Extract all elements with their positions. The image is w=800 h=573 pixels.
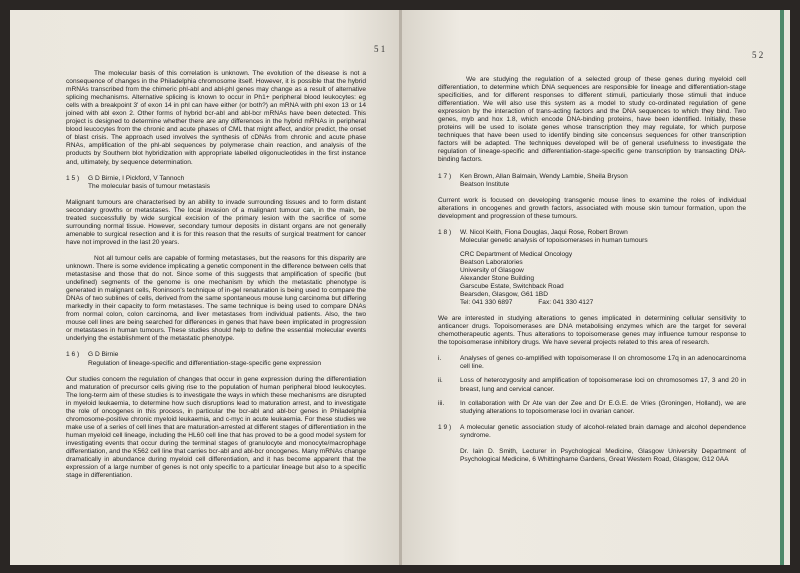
entry-title: A molecular genetic association study of alcohol-related brain damage and alcohol dependence syndrome. [460,423,746,439]
entry-19 [438,424,746,440]
book-edge [780,10,784,565]
paragraph: Our studies concern the regulation of changes that occur in gene expression during the differentiation and maturation of precursor cells giving rise to the population of human peripheral blood leukocytes. The long-term aim of these studies is to investigate the ways in which these mechanisms are disrupted in myeloid leukaemia, to determine how such disruptions lead to maturation arrest, and to investigate the role of oncogenes in this process, in particular the bcr-abl and abl-bcr genes in Philadelphia chromosome-positive chronic myeloid leukaemia, and c-myc in acute leukaemia. For these studies we make use of a series of cell lines that are maturation-arrested at different stages of differentiation in the human myeloid cell lineage, including the HL60 cell line that has proved to be a good model system for investigating events that occur during the terminal stages of granulocyte and monocyte/macrophage differentiation, and the K562 cell line that carries bcr-abl and abl-bcr oncogenes. Many mRNAs change dramatically in abundance during myeloid cell differentiation, and it has become apparent that the expression of a large number of genes is not only specific to a particular lineage but also to a specific stage in differentiation. [66,375,366,480]
list-number: i. [438,355,442,363]
left-page-text [66,70,366,480]
entry-number: 1 9 ) [438,423,452,431]
entry-title: The molecular basis of tumour metastasis [88,182,211,190]
right-page-text [438,76,746,464]
list-number: ii. [438,377,443,385]
entry-16 [66,351,366,367]
address-line: Garscube Estate, Switchback Road [460,283,564,291]
address-line: Alexander Stone Building [460,274,535,282]
entry-title: Regulation of lineage-specific and differentiation-stage-specific gene expression [88,359,321,367]
open-book [10,10,790,565]
entry-authors: W. Nicol Keith, Fiona Douglas, Jaqui Rose, Robert Brown [460,228,628,236]
address-line: CRC Department of Medical Oncology [460,250,573,258]
page-number: 5 1 [374,44,386,54]
right-page [402,10,790,565]
entry-authors: Ken Brown, Allan Balmain, Wendy Lambie, Sheila Bryson [460,172,628,180]
paragraph: Current work is focused on developing transgenic mouse lines to examine the roles of individual alterations in oncogenes and growth factors, associated with mouse skin tumour formation, upon the development and progression of these tumours. [438,196,746,220]
entry-title: Molecular genetic analysis of topoisomerases in human tumours [460,236,648,244]
list-item [438,355,746,371]
entry-number: 1 6 ) [66,351,80,359]
list-number: iii. [438,399,445,407]
entry-number: 1 7 ) [438,172,452,180]
entry-affiliation: Beatson Institute [460,180,510,188]
paragraph: We are interested in studying alterations to genes implicated in determining cellular sensitivity to anticancer drugs. Topoisomerases are DNA metabolising enzymes which are the target for several chemotherapeutic agents. Thus alterations to topoisomerase genes may influence tumour response to the topoisomerase inhibitory drugs. We have several projects related to this area of research. [438,315,746,347]
entry-authors: G D Birnie, I Pickford, V Tannoch [88,174,185,182]
list-item [438,377,746,393]
paragraph: Not all tumour cells are capable of forming metastases, but the reasons for this disparity are unknown. There is some evidence implicating a genetic component in the difference between cells that metastasise and those that do not. Since some of this suggests that amplification of specific (but undefined) segments of the genome is one mechanism by which the metastatic phenotype is generated in malignant cells, Roninson's technique of in-gel renaturation is being used to compare the DNAs of two sublines of cells, derived from the same spontaneous mouse lung carcinoma but differing markedly in their capacity to form metastases. The same technique is being used to compare DNAs from normal colon, colon carcinoma, and liver metastases from individual patients. Also, the two mouse cell lines are being searched for differences in genes that have been implicated in progression or metastases in human tumours. These studies should help to define the essential molecular events underlying the establishment of the metastatic phenotype. [66,254,366,343]
address-line: University of Glasgow [460,266,524,274]
contact-line [460,299,746,307]
telephone: Tel: 041 330 6897 [460,299,513,307]
address-line: Bearsden, Glasgow, G61 1BD [460,291,548,299]
paragraph: The molecular basis of this correlation is unknown. The evolution of the disease is not a consequence of changes in the Philadelphia chromosome itself. However, it is possible that the hybrid mRNAs transcribed from the chimeric phl-abl and abl-phl genes may change as a result of alternative splicing mechanisms. Alternative splicing is known to occur in Ph1+ peripheral blood leukocytes: eg cells with a breakpoint 3' of exon 14 in phl can have either (or both?) an mRNA with phl exon 13 or 14 joined with abl exon 2. Other forms of hybrid bcr-abl and abl-bcr mRNAs have been detected. This project is designed to determine whether there are any differences in the hybrid mRNAs in peripheral blood leucocytes from the chronic and acute phases of CML that might affect, and/or predict, the onset of blast crisis. The approach used involves the synthesis of cDNAs from chronic and acute phase RNAs, amplification of the phl-abl sequences by polymerase chain reaction, and analysis of the products by Southern blot hybridization with appropriate labelled oligonucleotides in the first instance and, ultimately, by sequence determination. [66,70,366,166]
project-list [438,355,746,415]
list-text: Analyses of genes co-amplified with topoisomerase II on chromosome 17q in an adenocarcinoma cell line. [460,355,746,371]
entry-number: 1 5 ) [66,174,80,182]
address-line: Beatson Laboratories [460,258,523,266]
paragraph: Malignant tumours are characterised by an ability to invade surrounding tissues and to form distant secondary growths or metastases. The local invasion of a malignant tumour can, in the main, be treated successfully by wide surgical excision of the primary lesion with the sacrifice of some surrounding normal tissue. However, secondary tumour deposits in distant organs are not generally amenable to surgical resection and it is for this reason that the results of surgical treatment for cancer have not improved in the last 20 years. [66,198,366,246]
page-number: 5 2 [752,50,764,60]
entry-17 [438,173,746,189]
entry-authors: G D Birnie [88,351,119,359]
paragraph: Dr. Iain D. Smith, Lecturer in Psychological Medicine, Glasgow University Department of Psychological Medicine, 6 Whittinghame Gardens, Great Western Road, Glasgow, G12 0AA [460,447,746,463]
left-page [10,10,400,565]
entry-15 [66,175,366,191]
entry-number: 1 8 ) [438,228,452,236]
list-text: Loss of heterozygosity and amplification of topoisomerase loci on chromosomes 17, 3 and 20 in breast, lung and cervical cancer. [460,377,746,393]
list-text: In collaboration with Dr Ate van der Zee and Dr E.G.E. de Vries (Groningen, Holland), we are studying alterations to topoisomerase loci in ovarian cancer. [460,399,746,415]
entry-18 [438,229,746,245]
paragraph: We are studying the regulation of a selected group of these genes during myeloid cell differentiation, to determine which DNA sequences are responsible for lineage and differentiation-stage specificities, and for different responses to different stimuli, particularly those stimuli that induce differentiation. We will also use this system as a model to study co-ordinated regulation of gene expression by the interaction of trans-acting factors and the DNA sequences to which they bind. Two genes, myb and hox 1.8, which encode DNA-binding proteins, have been identified. Initially, these proteins will be used to isolate genes whose transcription they may regulate, for which purpose techniques that have been used to identify binding site concensus sequences for other transcription factors will be adapted. The techniques developed will be of general usefulness to investigate the regulation of lineage-specific and differentiation-stage-specific gene transcription by transacting DNA-binding factors. [438,76,746,164]
fax: Fax: 041 330 4127 [538,299,594,307]
list-item [438,400,746,416]
address-block [460,251,746,307]
